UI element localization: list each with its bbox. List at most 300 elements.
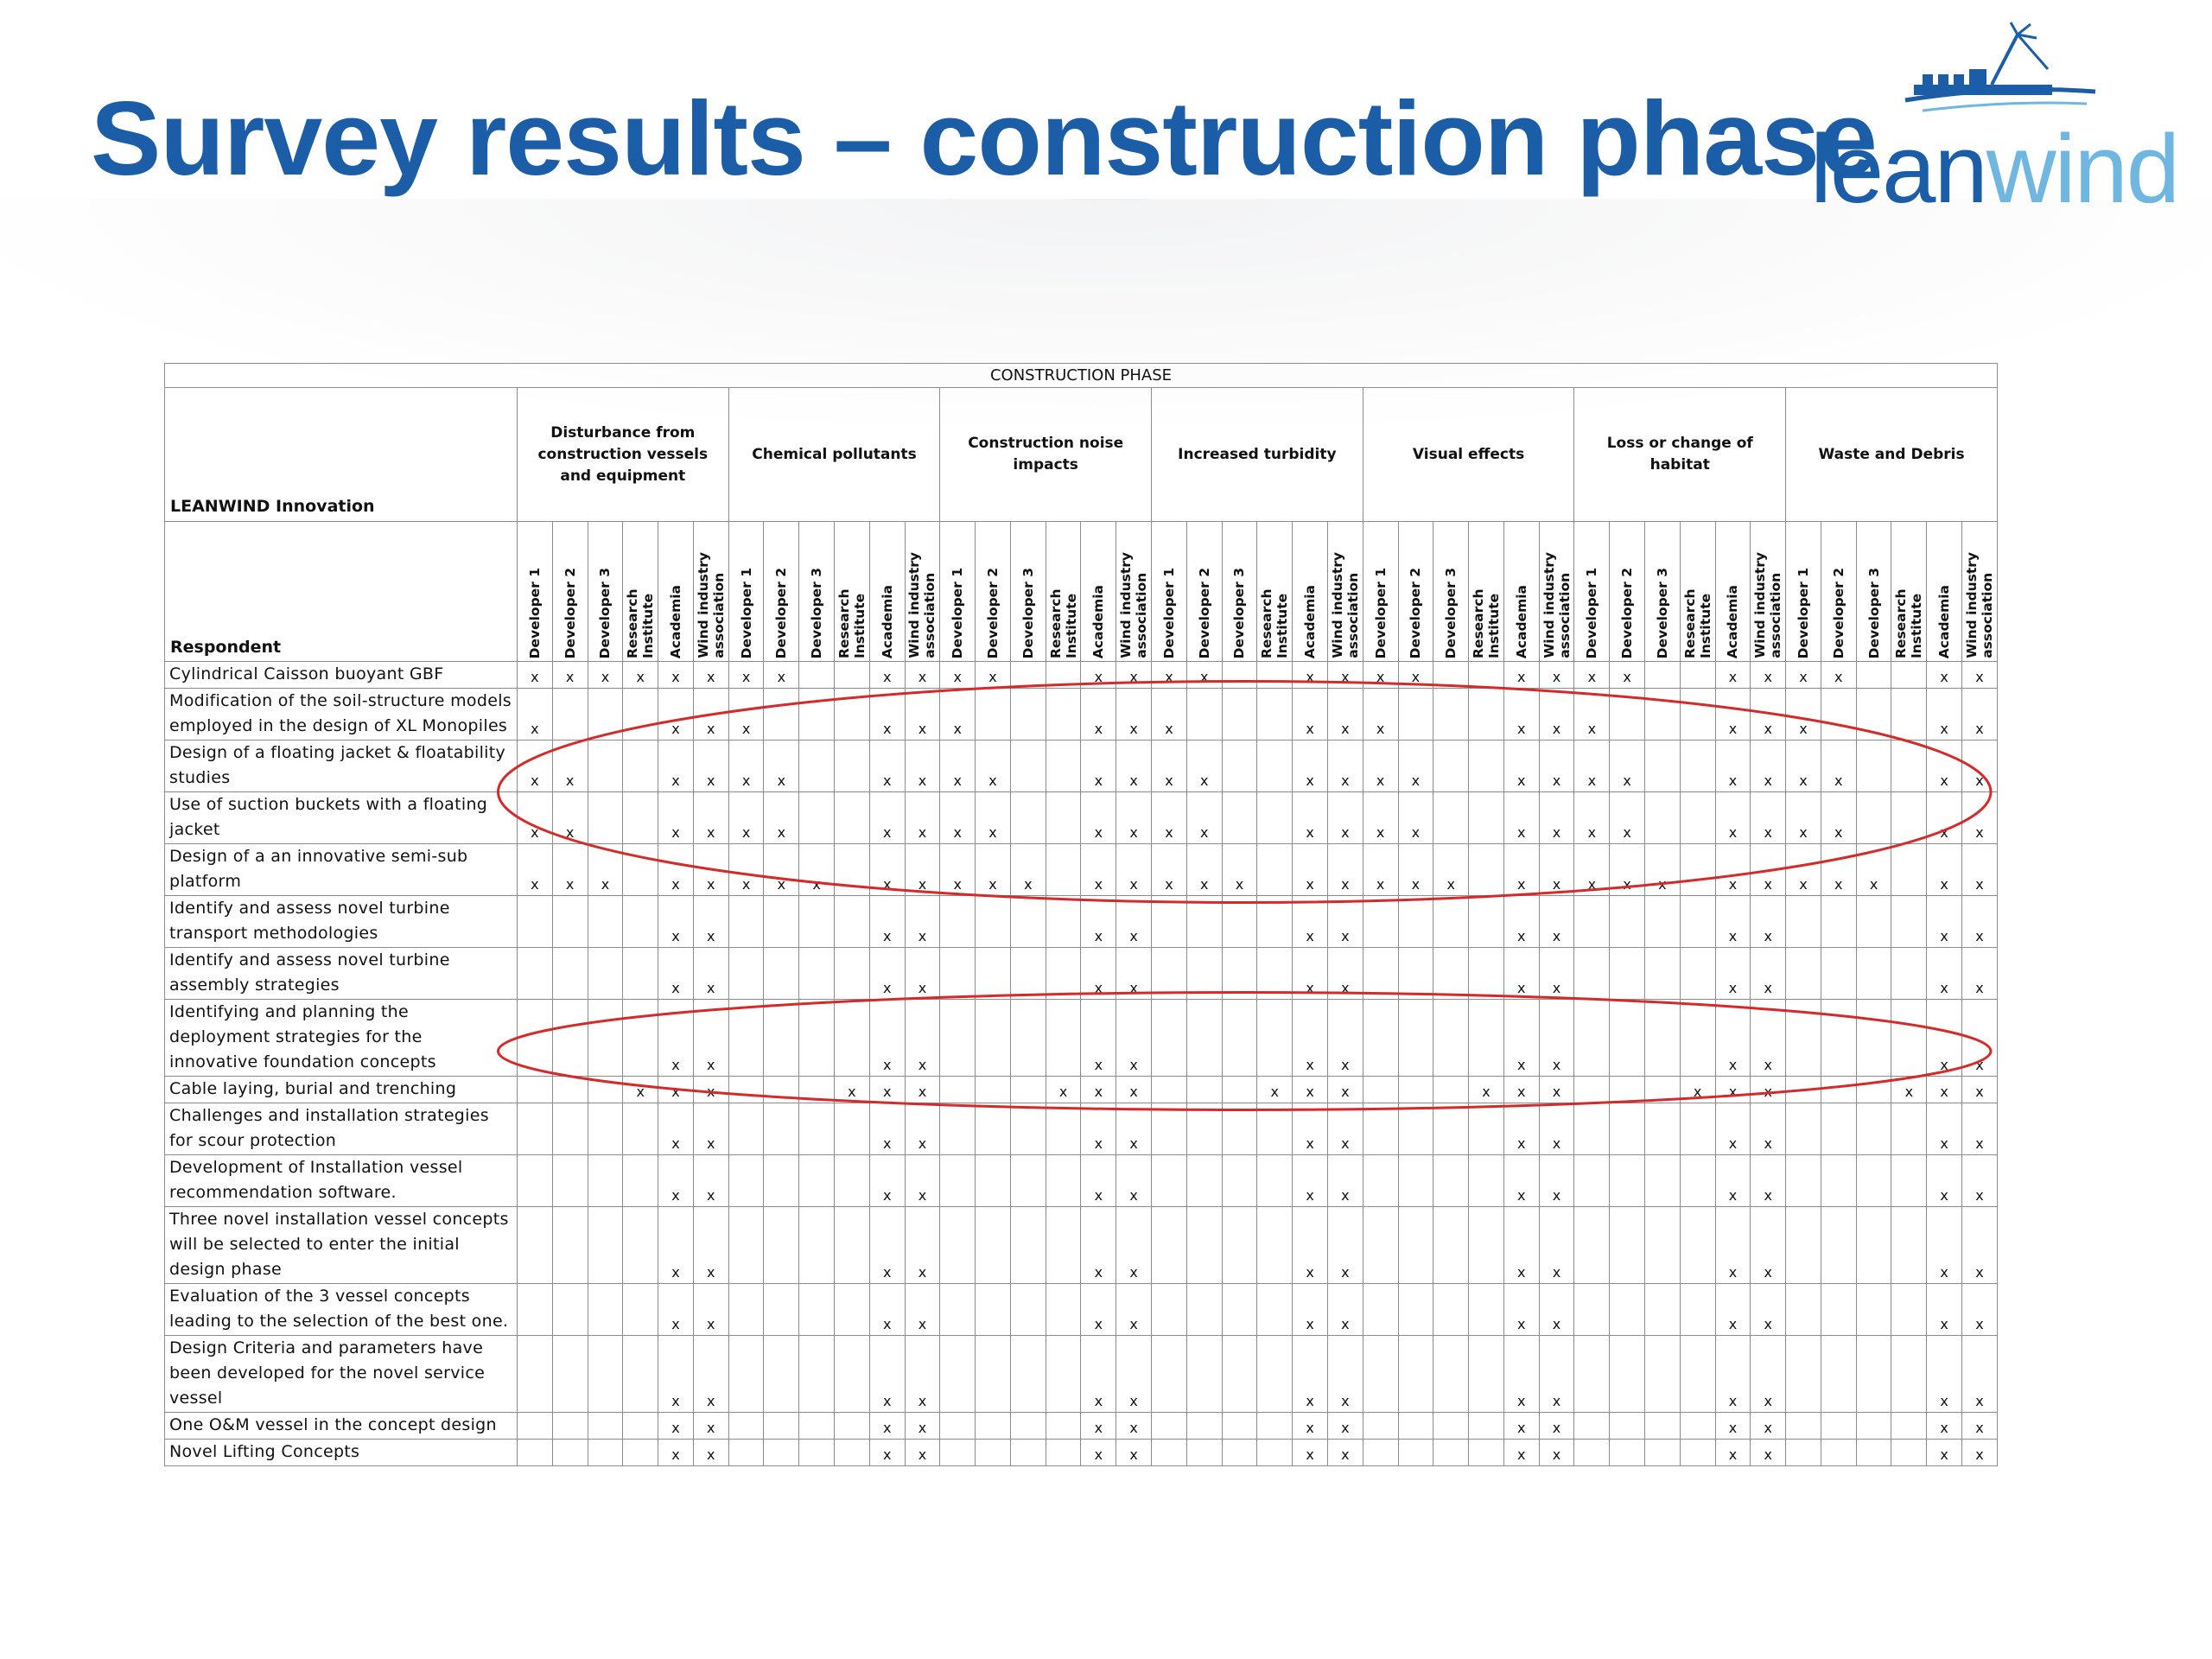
survey-mark <box>1891 1155 1927 1207</box>
survey-mark: x <box>869 792 905 844</box>
survey-mark <box>1644 1155 1680 1207</box>
survey-mark: x <box>869 844 905 896</box>
survey-mark: x <box>1574 792 1610 844</box>
respondent-label: Developer 1 <box>1372 567 1389 658</box>
respondent-column-header <box>835 522 870 662</box>
survey-mark: x <box>1821 792 1856 844</box>
survey-mark: x <box>1715 1077 1751 1103</box>
survey-mark <box>799 896 835 948</box>
survey-mark: x <box>1751 689 1786 741</box>
survey-mark <box>1644 792 1680 844</box>
innovation-label: Evaluation of the 3 vessel concepts leading to the selection of the best one. <box>165 1284 518 1336</box>
survey-mark: x <box>1715 689 1751 741</box>
survey-mark: x <box>658 1000 694 1077</box>
survey-mark: x <box>1927 1207 1962 1284</box>
survey-mark: x <box>1503 1413 1539 1440</box>
survey-mark: x <box>1715 1155 1751 1207</box>
survey-mark <box>552 1336 588 1413</box>
survey-mark <box>799 1000 835 1077</box>
survey-mark <box>799 1440 835 1466</box>
survey-mark <box>1469 741 1504 792</box>
survey-mark <box>1046 948 1081 1000</box>
respondent-column-header <box>1927 522 1962 662</box>
impact-group-header: Visual effects <box>1363 388 1574 522</box>
survey-mark <box>1821 1000 1856 1077</box>
survey-mark: x <box>1962 844 1998 896</box>
survey-mark <box>1821 1103 1856 1155</box>
survey-mark <box>1010 1207 1046 1284</box>
survey-mark: x <box>1503 948 1539 1000</box>
survey-mark: x <box>1503 844 1539 896</box>
survey-mark <box>1186 1000 1222 1077</box>
respondent-label: Research Institute <box>1470 588 1502 658</box>
respondent-column-header <box>905 522 940 662</box>
survey-mark: x <box>1962 741 1998 792</box>
survey-mark <box>976 1413 1011 1440</box>
survey-mark <box>1257 1103 1293 1155</box>
survey-mark: x <box>1293 662 1328 689</box>
survey-mark: x <box>1751 1413 1786 1440</box>
survey-mark: x <box>764 844 799 896</box>
survey-mark <box>1433 1155 1469 1207</box>
survey-mark <box>1610 1207 1645 1284</box>
survey-mark: x <box>728 689 764 741</box>
survey-mark <box>1257 1336 1293 1413</box>
survey-mark: x <box>728 741 764 792</box>
survey-mark: x <box>1539 1155 1574 1207</box>
respondent-column-header <box>1539 522 1574 662</box>
survey-mark <box>1786 1103 1821 1155</box>
survey-mark <box>1644 896 1680 948</box>
survey-mark <box>976 1103 1011 1155</box>
impact-group-header: Construction noise impacts <box>940 388 1152 522</box>
respondent-column-header <box>1116 522 1152 662</box>
respondent-label: Developer 3 <box>597 567 613 658</box>
respondent-label: Wind industry association <box>906 552 938 658</box>
survey-mark <box>1257 948 1293 1000</box>
survey-mark <box>835 948 870 1000</box>
respondent-label: Developer 2 <box>562 567 578 658</box>
survey-mark: x <box>1962 896 1998 948</box>
survey-mark <box>1010 1077 1046 1103</box>
survey-mark: x <box>1539 1077 1574 1103</box>
survey-mark <box>1469 1336 1504 1413</box>
survey-mark <box>976 948 1011 1000</box>
survey-mark <box>1891 1284 1927 1336</box>
survey-mark <box>1644 1000 1680 1077</box>
survey-mark <box>517 896 552 948</box>
respondent-column-header <box>1680 522 1715 662</box>
survey-mark: x <box>869 896 905 948</box>
survey-mark <box>728 948 764 1000</box>
survey-mark <box>1186 1103 1222 1155</box>
survey-mark: x <box>693 896 728 948</box>
respondent-column-header <box>1574 522 1610 662</box>
survey-mark: x <box>1081 689 1116 741</box>
survey-mark: x <box>1751 896 1786 948</box>
survey-mark: x <box>693 1103 728 1155</box>
survey-mark <box>1046 662 1081 689</box>
survey-mark <box>1257 896 1293 948</box>
survey-mark: x <box>799 844 835 896</box>
survey-mark <box>1786 1336 1821 1413</box>
survey-mark <box>940 948 976 1000</box>
survey-mark: x <box>1927 844 1962 896</box>
survey-mark: x <box>976 741 1011 792</box>
survey-mark: x <box>1856 844 1891 896</box>
survey-mark <box>1644 1336 1680 1413</box>
survey-mark <box>1856 792 1891 844</box>
survey-mark <box>1046 741 1081 792</box>
survey-mark <box>552 1440 588 1466</box>
survey-mark <box>1786 1413 1821 1440</box>
survey-mark <box>1152 1413 1187 1440</box>
survey-mark: x <box>1116 1440 1152 1466</box>
survey-mark: x <box>905 1077 940 1103</box>
survey-mark: x <box>517 741 552 792</box>
survey-mark <box>1010 662 1046 689</box>
survey-mark <box>799 689 835 741</box>
survey-mark: x <box>905 662 940 689</box>
survey-mark <box>1046 1336 1081 1413</box>
survey-mark <box>940 1155 976 1207</box>
survey-mark: x <box>1539 792 1574 844</box>
survey-mark <box>799 1413 835 1440</box>
survey-mark: x <box>1081 1077 1116 1103</box>
respondent-column-header <box>1081 522 1116 662</box>
survey-mark: x <box>1962 1155 1998 1207</box>
survey-mark <box>1856 1413 1891 1440</box>
logo-text-lean: lean <box>1810 115 1986 223</box>
survey-mark: x <box>1081 1000 1116 1077</box>
survey-mark: x <box>1503 1103 1539 1155</box>
respondent-label: Academia <box>667 584 683 658</box>
survey-mark <box>835 844 870 896</box>
innovation-label: Novel Lifting Concepts <box>165 1440 518 1466</box>
survey-mark: x <box>1821 741 1856 792</box>
survey-mark: x <box>552 662 588 689</box>
survey-mark: x <box>1152 662 1187 689</box>
survey-mark <box>1433 662 1469 689</box>
survey-mark <box>1257 792 1293 844</box>
survey-mark <box>588 1155 623 1207</box>
respondent-column-header <box>799 522 835 662</box>
survey-mark: x <box>1539 1440 1574 1466</box>
respondent-column-header <box>764 522 799 662</box>
survey-mark <box>799 1103 835 1155</box>
respondent-column-header <box>940 522 976 662</box>
survey-mark: x <box>1927 662 1962 689</box>
respondent-label: Developer 2 <box>1196 567 1212 658</box>
survey-mark <box>1433 1077 1469 1103</box>
survey-mark <box>1046 689 1081 741</box>
survey-mark <box>1610 1440 1645 1466</box>
survey-mark <box>728 1440 764 1466</box>
survey-mark <box>1152 1103 1187 1155</box>
survey-mark <box>1222 948 1257 1000</box>
respondent-column-header <box>1856 522 1891 662</box>
survey-mark: x <box>1081 1336 1116 1413</box>
survey-mark <box>623 792 658 844</box>
survey-mark <box>1363 1336 1398 1413</box>
survey-mark: x <box>1786 844 1821 896</box>
respondent-label: Academia <box>1513 584 1529 658</box>
survey-mark <box>623 741 658 792</box>
survey-mark <box>835 896 870 948</box>
survey-mark: x <box>869 662 905 689</box>
survey-mark: x <box>1539 1284 1574 1336</box>
survey-mark <box>1398 1284 1433 1336</box>
respondent-label: Academia <box>1936 584 1953 658</box>
table-row <box>165 844 1998 896</box>
survey-mark: x <box>940 741 976 792</box>
survey-mark <box>588 896 623 948</box>
survey-mark: x <box>1327 1155 1363 1207</box>
innovation-label: Modification of the soil-structure models employed in the design of XL Monopiles <box>165 689 518 741</box>
survey-mark <box>1152 1284 1187 1336</box>
survey-mark: x <box>1327 662 1363 689</box>
survey-mark: x <box>1293 1103 1328 1155</box>
survey-mark: x <box>1327 792 1363 844</box>
survey-mark: x <box>869 1103 905 1155</box>
survey-mark <box>728 1155 764 1207</box>
survey-mark: x <box>976 844 1011 896</box>
survey-mark: x <box>693 1336 728 1413</box>
survey-mark <box>835 1336 870 1413</box>
survey-mark <box>1186 1440 1222 1466</box>
innovation-label: Identify and assess novel turbine transport methodologies <box>165 896 518 948</box>
survey-mark <box>588 1103 623 1155</box>
respondent-label: Developer 1 <box>1795 567 1811 658</box>
survey-mark: x <box>693 1077 728 1103</box>
survey-mark <box>1891 844 1927 896</box>
survey-mark: x <box>1962 1440 1998 1466</box>
survey-mark <box>1786 948 1821 1000</box>
respondent-column-header <box>588 522 623 662</box>
table-row <box>165 1103 1998 1155</box>
survey-mark <box>976 1207 1011 1284</box>
survey-mark <box>1398 1336 1433 1413</box>
survey-mark <box>728 1000 764 1077</box>
survey-mark: x <box>1751 662 1786 689</box>
impact-group-header: Chemical pollutants <box>728 388 940 522</box>
survey-mark <box>517 1077 552 1103</box>
survey-mark: x <box>869 1413 905 1440</box>
survey-mark <box>517 1284 552 1336</box>
table-row <box>165 1413 1998 1440</box>
survey-mark: x <box>1327 689 1363 741</box>
survey-mark: x <box>1644 844 1680 896</box>
survey-mark <box>835 792 870 844</box>
survey-mark <box>1856 741 1891 792</box>
survey-mark <box>1222 1155 1257 1207</box>
survey-mark <box>1644 1284 1680 1336</box>
survey-mark <box>1786 1000 1821 1077</box>
survey-mark <box>588 1284 623 1336</box>
respondent-label: Research Institute <box>836 588 868 658</box>
survey-mark: x <box>1786 689 1821 741</box>
table-row <box>165 1440 1998 1466</box>
survey-mark <box>1856 689 1891 741</box>
survey-mark: x <box>1327 1440 1363 1466</box>
survey-mark <box>1046 1413 1081 1440</box>
survey-mark <box>1856 948 1891 1000</box>
survey-mark: x <box>1715 1103 1751 1155</box>
survey-mark: x <box>1715 1336 1751 1413</box>
survey-mark: x <box>1116 1000 1152 1077</box>
survey-mark: x <box>1503 1284 1539 1336</box>
survey-mark: x <box>1751 1440 1786 1466</box>
survey-mark: x <box>1116 1155 1152 1207</box>
survey-mark: x <box>1363 662 1398 689</box>
survey-mark: x <box>1962 1207 1998 1284</box>
survey-mark <box>1610 1103 1645 1155</box>
survey-mark: x <box>976 792 1011 844</box>
survey-mark: x <box>1715 1284 1751 1336</box>
survey-mark <box>1469 1155 1504 1207</box>
survey-mark: x <box>1503 1000 1539 1077</box>
survey-mark <box>976 689 1011 741</box>
survey-mark: x <box>1081 662 1116 689</box>
survey-mark: x <box>1786 662 1821 689</box>
survey-mark <box>1152 896 1187 948</box>
survey-mark <box>1786 1284 1821 1336</box>
survey-mark: x <box>1293 689 1328 741</box>
survey-mark <box>552 896 588 948</box>
survey-mark <box>1856 1207 1891 1284</box>
survey-mark <box>940 1103 976 1155</box>
respondent-label: Developer 3 <box>809 567 825 658</box>
survey-mark <box>1257 1000 1293 1077</box>
survey-mark: x <box>1081 896 1116 948</box>
survey-mark <box>1821 1077 1856 1103</box>
survey-mark: x <box>869 1284 905 1336</box>
survey-mark <box>835 1284 870 1336</box>
survey-mark <box>1010 741 1046 792</box>
survey-mark: x <box>1293 1413 1328 1440</box>
survey-mark: x <box>1327 1413 1363 1440</box>
survey-mark: x <box>1962 1336 1998 1413</box>
survey-mark: x <box>658 741 694 792</box>
survey-mark: x <box>623 1077 658 1103</box>
survey-mark <box>1469 662 1504 689</box>
survey-mark: x <box>869 1000 905 1077</box>
survey-mark: x <box>1116 1077 1152 1103</box>
survey-mark <box>1433 1207 1469 1284</box>
survey-mark <box>1469 1440 1504 1466</box>
survey-mark <box>799 1155 835 1207</box>
innovation-label: Design of a an innovative semi-sub platform <box>165 844 518 896</box>
respondent-column-header <box>1433 522 1469 662</box>
innovation-label: Design Criteria and parameters have been developed for the novel service vessel <box>165 1336 518 1413</box>
survey-mark <box>1433 1440 1469 1466</box>
survey-mark: x <box>905 1413 940 1440</box>
survey-mark <box>517 1413 552 1440</box>
survey-mark: x <box>869 741 905 792</box>
survey-mark: x <box>905 1103 940 1155</box>
survey-mark <box>1680 1336 1715 1413</box>
survey-mark <box>517 1207 552 1284</box>
survey-mark <box>764 1413 799 1440</box>
survey-mark <box>517 1103 552 1155</box>
leanwind-logo <box>1810 17 2179 223</box>
respondent-column-header <box>869 522 905 662</box>
respondent-label: Developer 3 <box>1020 567 1036 658</box>
survey-mark: x <box>1503 1440 1539 1466</box>
survey-mark: x <box>658 1413 694 1440</box>
respondent-label: Developer 2 <box>1408 567 1424 658</box>
survey-mark: x <box>1327 844 1363 896</box>
survey-mark: x <box>1962 792 1998 844</box>
survey-mark: x <box>693 792 728 844</box>
respondent-column-header <box>552 522 588 662</box>
survey-mark <box>1644 948 1680 1000</box>
survey-mark <box>1680 792 1715 844</box>
survey-mark <box>940 1077 976 1103</box>
survey-mark <box>764 948 799 1000</box>
survey-mark <box>1680 662 1715 689</box>
survey-mark: x <box>1927 1103 1962 1155</box>
survey-mark: x <box>1927 1155 1962 1207</box>
survey-mark <box>1680 1207 1715 1284</box>
survey-mark <box>1433 1000 1469 1077</box>
survey-mark <box>517 1336 552 1413</box>
survey-mark <box>623 896 658 948</box>
survey-mark: x <box>658 844 694 896</box>
survey-mark: x <box>728 792 764 844</box>
survey-mark: x <box>764 662 799 689</box>
survey-mark <box>728 1413 764 1440</box>
survey-mark: x <box>1116 1284 1152 1336</box>
innovation-label: Identify and assess novel turbine assembly strategies <box>165 948 518 1000</box>
survey-mark <box>1046 1207 1081 1284</box>
respondent-column-header <box>658 522 694 662</box>
innovation-label: One O&M vessel in the concept design <box>165 1413 518 1440</box>
survey-mark: x <box>693 1440 728 1466</box>
survey-mark <box>1010 792 1046 844</box>
survey-mark: x <box>517 844 552 896</box>
survey-mark: x <box>1293 948 1328 1000</box>
survey-mark <box>1610 896 1645 948</box>
respondent-column-header <box>1152 522 1187 662</box>
survey-mark <box>1786 1440 1821 1466</box>
survey-mark: x <box>1751 844 1786 896</box>
survey-mark <box>588 741 623 792</box>
survey-mark: x <box>1081 1207 1116 1284</box>
survey-mark: x <box>1116 1103 1152 1155</box>
survey-mark: x <box>1927 948 1962 1000</box>
survey-mark <box>835 1103 870 1155</box>
survey-mark <box>1891 1336 1927 1413</box>
survey-mark <box>1680 1103 1715 1155</box>
respondent-column-header <box>1751 522 1786 662</box>
respondent-column-header <box>1891 522 1927 662</box>
survey-mark <box>1010 1103 1046 1155</box>
survey-mark <box>1469 1103 1504 1155</box>
survey-mark: x <box>905 741 940 792</box>
survey-mark: x <box>1081 844 1116 896</box>
survey-mark: x <box>1715 844 1751 896</box>
survey-mark <box>764 1336 799 1413</box>
survey-mark: x <box>1751 792 1786 844</box>
slide-title: Survey results – construction phase <box>91 79 1877 197</box>
survey-mark: x <box>1962 1077 1998 1103</box>
survey-mark: x <box>1186 741 1222 792</box>
survey-mark <box>1222 1000 1257 1077</box>
survey-mark <box>728 896 764 948</box>
respondent-label: Wind industry association <box>1541 552 1573 658</box>
survey-mark: x <box>693 844 728 896</box>
